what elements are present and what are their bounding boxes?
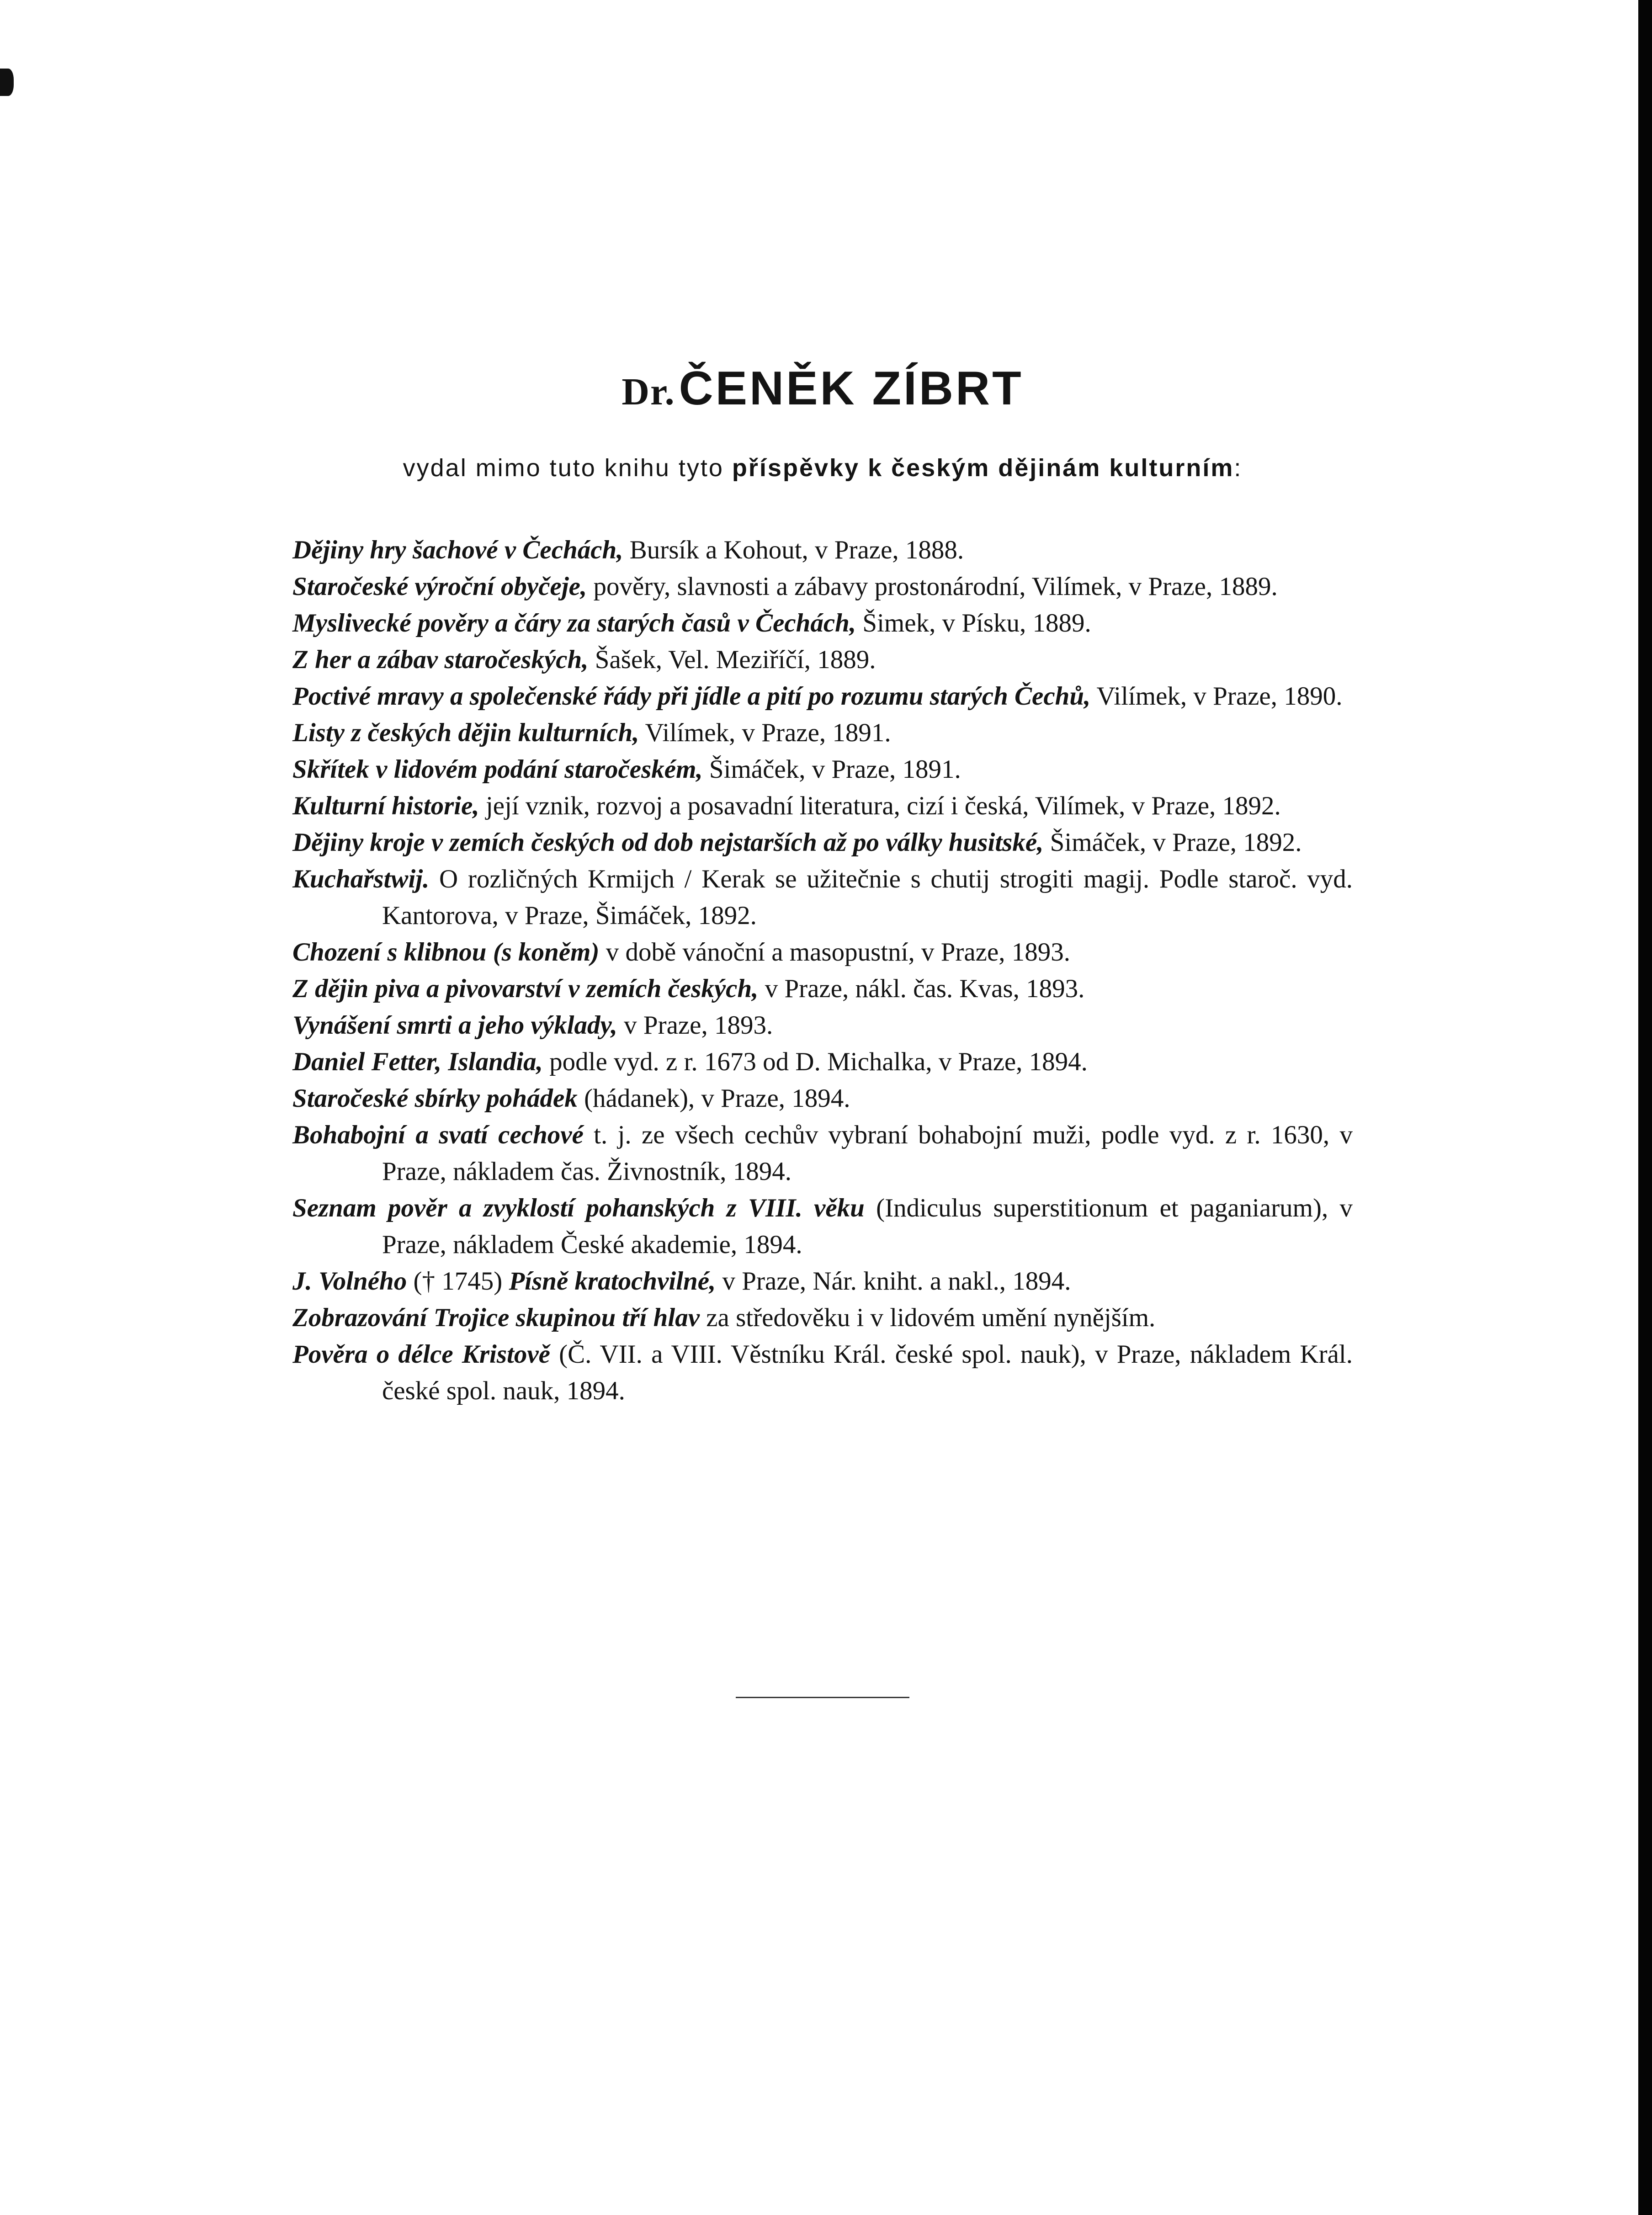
entry-years: († 1745) bbox=[407, 1267, 509, 1296]
entry-title-secondary: Písně kratochvilné, bbox=[509, 1267, 716, 1296]
entry-details: v Praze, 1893. bbox=[617, 1011, 773, 1040]
entry-title: Staročeské sbírky pohádek bbox=[292, 1084, 578, 1113]
entry-details: Šimek, v Písku, 1889. bbox=[856, 609, 1091, 637]
entry-details: Vilímek, v Praze, 1890. bbox=[1090, 682, 1343, 711]
bibliography-entry bbox=[292, 678, 1353, 715]
bibliography-entry bbox=[292, 1117, 1353, 1190]
entry-details: Šimáček, v Praze, 1891. bbox=[702, 755, 961, 784]
entry-details: Šimáček, v Praze, 1892. bbox=[1043, 828, 1302, 857]
bibliography-entry bbox=[292, 605, 1353, 642]
bibliography-entry bbox=[292, 642, 1353, 678]
bibliography-entry bbox=[292, 1080, 1353, 1117]
bibliography-entry bbox=[292, 1190, 1353, 1263]
bibliography-entry bbox=[292, 1044, 1353, 1080]
entry-title: Z dějin piva a pivovarství v zemích českých, bbox=[292, 974, 759, 1003]
entry-details: podle vyd. z r. 1673 od D. Michalka, v Praze, 1894. bbox=[542, 1047, 1088, 1076]
bibliography-entry bbox=[292, 715, 1353, 751]
bibliography-entry bbox=[292, 824, 1353, 861]
entry-details: její vznik, rozvoj a posavadní literatura, cizí i česká, Vilímek, v Praze, 1892. bbox=[479, 791, 1281, 820]
bibliography-entry bbox=[292, 971, 1353, 1007]
entry-details: pověry, slavnosti a zábavy prostonárodní, Vilímek, v Praze, 1889. bbox=[587, 572, 1278, 601]
bibliography-entry bbox=[292, 1007, 1353, 1044]
entry-title: Daniel Fetter, Islandia, bbox=[292, 1047, 543, 1076]
entry-title: Zobrazování Trojice skupinou tří hlav bbox=[292, 1303, 700, 1332]
entry-title: Skřítek v lidovém podání staročeském, bbox=[292, 755, 703, 784]
section-divider bbox=[736, 1697, 909, 1698]
entry-title: Dějiny hry šachové v Čechách, bbox=[292, 536, 623, 564]
entry-title: Z her a zábav staročeských, bbox=[292, 645, 589, 674]
scan-edge-mark bbox=[0, 69, 14, 96]
bibliography-entry bbox=[292, 568, 1353, 605]
entry-title: Poctivé mravy a společenské řády při jídle a pití po rozumu starých Čechů, bbox=[292, 682, 1091, 711]
entry-title: Myslivecké pověry a čáry za starých časů v Čechách, bbox=[292, 609, 856, 637]
subtitle-emphasis: příspěvky k českým dějinám kulturním bbox=[732, 454, 1234, 482]
page-title bbox=[292, 356, 1353, 431]
entry-title: Seznam pověr a zvyklostí pohanských z VIII. věku bbox=[292, 1194, 865, 1222]
author-name: ČENĚK ZÍBRT bbox=[679, 362, 1024, 415]
bibliography-entry bbox=[292, 861, 1353, 934]
entry-details: v Praze, nákl. čas. Kvas, 1893. bbox=[758, 974, 1085, 1003]
bibliography-entry bbox=[292, 788, 1353, 824]
entry-title: Bohabojní a svatí cechové bbox=[292, 1121, 584, 1149]
entry-details: (Č. VII. a VIII. Věstníku Král. české spol. nauk), v Praze, nákladem Král. české spol. nauk, 1894. bbox=[382, 1340, 1353, 1405]
bibliography-entry bbox=[292, 1336, 1353, 1409]
bibliography-list bbox=[292, 532, 1353, 1409]
bibliography-entry bbox=[292, 1263, 1353, 1300]
entry-title: Pověra o délce Kristově bbox=[292, 1340, 550, 1369]
title-prefix: Dr. bbox=[621, 371, 675, 413]
entry-details: Bursík a Kohout, v Praze, 1888. bbox=[623, 536, 964, 564]
bibliography-entry bbox=[292, 1300, 1353, 1336]
entry-details: v Praze, Nár. kniht. a nakl., 1894. bbox=[716, 1267, 1071, 1296]
entry-title: Vynášení smrti a jeho výklady, bbox=[292, 1011, 617, 1040]
entry-title: Listy z českých dějin kulturních, bbox=[292, 718, 639, 747]
entry-title: Chození s klibnou (s koněm) bbox=[292, 938, 600, 967]
entry-title: Kuchařstwij. bbox=[292, 865, 430, 893]
subtitle-colon: : bbox=[1234, 454, 1243, 482]
entry-title: Staročeské výroční obyčeje, bbox=[292, 572, 587, 601]
scan-border bbox=[1638, 0, 1652, 2215]
bibliography-entry bbox=[292, 532, 1353, 568]
entry-title: Dějiny kroje v zemích českých od dob nejstarších až po války husitské, bbox=[292, 828, 1044, 857]
entry-details: (hádanek), v Praze, 1894. bbox=[577, 1084, 850, 1113]
entry-details: v době vánoční a masopustní, v Praze, 1893. bbox=[599, 938, 1071, 967]
entry-details: Vilímek, v Praze, 1891. bbox=[639, 718, 891, 747]
entry-title: Kulturní historie, bbox=[292, 791, 479, 820]
entry-details: (Indiculus superstitionum et paganiarum), v Praze, nákladem České akademie, 1894. bbox=[382, 1194, 1353, 1259]
entry-details: t. j. ze všech cechův vybraní bohabojní muži, podle vyd. z r. 1630, v Praze, nákladem čas. Živnostník, 1894. bbox=[382, 1121, 1353, 1186]
entry-details: O rozličných Krmijch / Kerak se užitečnie s chutij strogiti magij. Podle staroč. vyd. Kantorova, v Praze, Šimáček, 1892. bbox=[382, 865, 1353, 930]
page-content bbox=[292, 356, 1353, 1409]
entry-details: Šašek, Vel. Meziříčí, 1889. bbox=[588, 645, 876, 674]
page-subtitle bbox=[292, 450, 1353, 486]
bibliography-entry bbox=[292, 751, 1353, 788]
subtitle-lead: vydal mimo tuto knihu tyto bbox=[403, 454, 724, 482]
entry-details: za středověku i v lidovém umění nynějším. bbox=[700, 1303, 1156, 1332]
entry-title: J. Volného bbox=[292, 1267, 407, 1296]
bibliography-entry bbox=[292, 934, 1353, 971]
